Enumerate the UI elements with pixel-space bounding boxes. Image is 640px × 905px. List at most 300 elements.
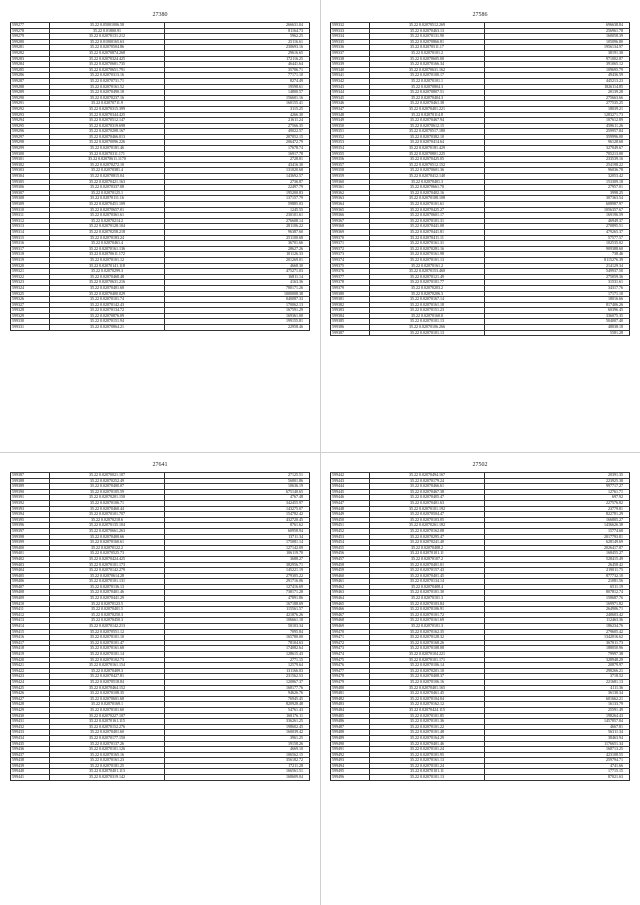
row-id: 599308 [11,196,50,202]
row-amount: 17171.10 [485,291,630,297]
row-code: 35.22 0.02070512.152 [370,162,485,168]
row-amount: 432720.45 [165,517,310,523]
row-id: 599387 [331,330,370,336]
row-amount: 705213.00 [485,151,630,157]
row-amount: 167188.69 [165,601,310,607]
row-id: 599358 [331,168,370,174]
row-code: 35.22 0.02070601.36 [370,168,485,174]
row-id: 599384 [331,313,370,319]
row-id: 599323 [11,280,50,286]
row-id: 599343 [331,84,370,90]
row-code: 35.22 0.02070101.74 [50,297,165,303]
row-id: 599480 [331,685,370,691]
row-id: 599387 [11,473,50,479]
row-amount: 1342016.62 [485,635,630,641]
row-id: 599301 [11,157,50,163]
row-code: 35.22 0.02070400.029 [50,291,165,297]
row-id: 599354 [331,146,370,152]
row-amount: 25116.61 [165,39,310,45]
row-amount: 198264.43 [485,713,630,719]
row-amount: 26458.42 [485,562,630,568]
row-id: 599317 [11,246,50,252]
row-amount: 17211.28 [165,763,310,769]
row-amount: 169196.59 [485,213,630,219]
row-code: 35.22 0.02070123.5 [50,601,165,607]
row-id: 599285 [11,67,50,73]
row-id: 599316 [11,241,50,247]
row-amount: 168176.11 [165,713,310,719]
row-amount: 19598.61 [165,84,310,90]
row-id: 599381 [331,297,370,303]
row-code: 35.22 0.02070137.26 [50,741,165,747]
row-amount: 528415.49 [485,556,630,562]
row-id: 599393 [11,506,50,512]
row-code: 35.22 0.02070311.171 [50,151,165,157]
row-id: 599357 [331,162,370,168]
row-code: 35.22 0.02070408.4 [370,584,485,590]
row-code: 35.22 0.02070101.30 [370,590,485,596]
row-amount: 35706.71 [165,67,310,73]
row-id: 599479 [331,679,370,685]
row-amount: 7095.84 [165,629,310,635]
row-code: 35.22 0.02070490.18 [50,90,165,96]
row-amount: 17678.74 [165,146,310,152]
row-amount: 279305.22 [165,573,310,579]
row-amount: 16133.79 [485,702,630,708]
row-amount: 38191.30 [485,50,630,56]
row-code: 35.22 0.02070324.425 [50,56,165,62]
row-id: 599419 [11,652,50,658]
row-id: 599373 [331,252,370,258]
row-amount: 206472.79 [165,140,310,146]
row-code: 35.22 0.02070101.85 [370,713,485,719]
row-amount: 15774.68 [485,528,630,534]
row-code: 35.22 0.02070121.49 [370,274,485,280]
row-code: 35.22 0.02070401.165 [370,685,485,691]
row-id: 599418 [11,646,50,652]
row-code: 35.22 0.02070511.17 [370,45,485,51]
row-code: 35.22 0.02070272.10 [50,162,165,168]
row-amount: 158687.76 [485,596,630,602]
row-code: 35.22 0.02070152.276 [50,724,165,730]
row-id: 599455 [331,545,370,551]
row-code: 35.22 0.02070421.163 [50,179,165,185]
row-id: 599370 [331,235,370,241]
row-code: 35.22 0.02070169.1 [50,702,165,708]
row-code: 35.22 0.02070441.81 [370,229,485,235]
row-id: 599416 [11,635,50,641]
row-code: 35.22 0.02070153.460 [370,269,485,275]
row-amount: 47891.86 [165,596,310,602]
row-code: 35.22 0.02070361.61 [50,213,165,219]
row-id: 599369 [331,229,370,235]
row-amount: 3115.25 [165,106,310,112]
row-amount: 17715.15 [485,769,630,775]
row-id: 599396 [11,523,50,529]
row-code: 35.22 0.01000165.63 [50,39,165,45]
row-amount: 259794.71 [485,758,630,764]
row-id: 599459 [331,568,370,574]
row-id: 599280 [11,39,50,45]
row-code: 35.22 0.02070408.37 [370,674,485,680]
row-code: 35.22 0.02070101.13 [370,775,485,781]
row-id: 599398 [11,534,50,540]
row-amount: 172116.25 [165,56,310,62]
row-amount: 342455.97 [165,500,310,506]
row-code: 35.22 0.02070401.63 [370,500,485,506]
row-amount: 169971.82 [485,601,630,607]
row-code: 35.22 0.02070102.73 [50,657,165,663]
row-amount: 608987.97 [485,202,630,208]
row-amount: 423108.55 [485,752,630,758]
row-id: 599477 [331,668,370,674]
row-code: 35.22 0.01800.91 [50,28,165,34]
row-id: 599364 [331,202,370,208]
row-amount: 275059.36 [485,274,630,280]
row-id: 599470 [331,629,370,635]
row-id: 599332 [331,23,370,29]
row-code: 35.22 0.02070101.3 [370,596,485,602]
row-code: 35.22 0.02070414.64 [370,140,485,146]
row-code: 35.22 0.02070101.13 [370,319,485,325]
row-id: 599365 [331,207,370,213]
row-amount: 820928.48 [165,702,310,708]
row-amount: 154782.42 [165,512,310,518]
row-id: 599360 [331,179,370,185]
row-amount: 46949.37 [485,218,630,224]
row-code: 35.22 0.02070466.61 [370,484,485,490]
row-amount: 170062.13 [165,302,310,308]
row-id: 599307 [11,190,50,196]
row-id: 599420 [11,657,50,663]
row-amount: 38463.94 [485,735,630,741]
row-id: 599478 [331,674,370,680]
row-amount: 199155.81 [165,319,310,325]
row-amount: 23779.81 [485,506,630,512]
row-code: 35.22 0.02070401.3 [370,179,485,185]
row-amount: 96387.60 [165,229,310,235]
row-code: 35.22 0.02070125.1 [50,190,165,196]
row-amount: 298266.21 [485,668,630,674]
row-amount: 115561.57 [165,607,310,613]
row-amount: 160039.42 [165,730,310,736]
row-amount: 16811.14 [165,274,310,280]
row-id: 599490 [331,741,370,747]
row-amount: 8274.49 [165,78,310,84]
row-code: 35.22 0.02070104.04 [370,696,485,702]
row-id: 599399 [11,540,50,546]
row-id: 599433 [11,730,50,736]
row-id: 599447 [331,500,370,506]
ledger-table [330,472,630,781]
row-amount: 20879.97 [485,663,630,669]
row-amount: 60958.94 [165,528,310,534]
row-code: 35.22 0.02070101.13 [370,330,485,336]
row-amount: 5962.25 [165,34,310,40]
row-amount: 291716.06 [165,579,310,585]
row-code: 35.22 0.02070404.3 [370,95,485,101]
row-code: 35.22 0.02070411.11 [370,235,485,241]
row-id: 599380 [331,291,370,297]
row-amount: 549937.50 [485,269,630,275]
row-id: 599438 [11,758,50,764]
row-amount: 279605.42 [485,629,630,635]
row-code: 35.22 0.02070401.01 [370,562,485,568]
row-id: 599405 [11,573,50,579]
row-id: 599286 [11,73,50,79]
row-code: 35.22 0.02070161.13 [370,758,485,764]
row-amount: 281106.22 [165,224,310,230]
row-id: 599437 [11,752,50,758]
row-code: 35.22 0.02070424.115 [370,707,485,713]
row-id: 599493 [331,758,370,764]
row-amount: 382956.71 [165,562,310,568]
row-id: 599451 [331,523,370,529]
row-id: 599375 [331,263,370,269]
row-id: 599452 [331,528,370,534]
row-amount: 21081.56 [485,579,630,585]
row-id: 599329 [11,313,50,319]
row-id: 599468 [331,618,370,624]
row-amount: 259957.84 [485,129,630,135]
row-code: 35.22 0.02070101.11 [370,769,485,775]
row-amount: 971002.87 [485,56,630,62]
row-id: 599394 [11,512,50,518]
row-code: 35.22 0.02070122.2 [50,545,165,551]
row-amount: 120867.37 [165,679,310,685]
row-code: 35.22 0.02070657.01 [50,207,165,213]
row-amount: 738171.28 [165,590,310,596]
row-amount: 14800.57 [165,90,310,96]
row-id: 599297 [11,134,50,140]
row-code: 35.22 0.02070101.1 [370,78,485,84]
row-amount: 43416.30 [165,162,310,168]
row-amount: 6511.19 [485,584,630,590]
row-amount: 186234.76 [485,624,630,630]
row-id: 599460 [331,573,370,579]
row-amount: 195200.83 [165,190,310,196]
row-id: 599287 [11,78,50,84]
row-id: 599292 [11,106,50,112]
table-row [11,775,310,781]
row-id: 599374 [331,257,370,263]
row-amount: 1956134.97 [485,45,630,51]
row-code: 35.22 0.02070425.27 [370,207,485,213]
row-amount: 160155.41 [165,101,310,107]
row-code: 35.22 0.02070874.268 [50,50,165,56]
row-id: 599385 [331,319,370,325]
row-code: 35.22 0.02070461.45 [370,691,485,697]
row-id: 599482 [331,696,370,702]
row-code: 35.22 0.02070128.104 [50,224,165,230]
row-code: 35.22 0.02070451.109 [50,202,165,208]
row-code: 35.22 0.02070136.13 [50,584,165,590]
row-id: 599295 [11,123,50,129]
row-id: 599403 [11,562,50,568]
row-code: 35.22 0.02070135.104 [50,523,165,529]
row-amount: 46441.64 [165,62,310,68]
row-code: 35.22 0.02070250.3 [50,612,165,618]
table-row [331,775,630,781]
row-code: 35.22 0.02070400.07 [50,484,165,490]
row-code: 35.22 0.02070161.69 [370,618,485,624]
row-id: 599422 [11,668,50,674]
row-amount: 106562.15 [165,752,310,758]
row-id: 599338 [331,56,370,62]
row-code: 35.22 0.02070161.68 [50,646,165,652]
row-amount: 2026417.87 [485,545,630,551]
row-id: 599350 [331,123,370,129]
row-id: 599445 [331,489,370,495]
row-amount: 156601.16 [165,95,310,101]
row-amount: 336075.35 [485,313,630,319]
row-id: 599305 [11,179,50,185]
ledger-panel [330,458,630,898]
row-amount: 96128.68 [485,140,630,146]
row-amount: 264906.71 [485,607,630,613]
row-amount: 143275.07 [165,506,310,512]
row-id: 599315 [11,235,50,241]
row-id: 599290 [11,95,50,101]
row-id: 599291 [11,101,50,107]
row-amount: 1176651.34 [485,741,630,747]
row-code: 35.22 0.02070401.46 [50,590,165,596]
row-code: 35.22 0.02070101.12 [50,257,165,263]
row-code: 35.22 0.02070108.35 [50,691,165,697]
row-code: 35.22 0.02070101.72 [370,612,485,618]
row-id: 599475 [331,657,370,663]
row-id: 599342 [331,78,370,84]
row-amount: 16917.78 [165,151,310,157]
row-code: 35.22 0.02070101.95 [370,752,485,758]
table-row [11,325,310,331]
row-code: 35.22 0.02070504.47 [370,512,485,518]
row-amount: 128615.43 [165,652,310,658]
row-amount: 105096.80 [485,39,630,45]
row-code: 35.22 0.02070866.81 [370,39,485,45]
row-id: 599299 [11,146,50,152]
row-amount: 201269.01 [165,257,310,263]
row-id: 599434 [11,735,50,741]
row-id: 599327 [11,302,50,308]
row-id: 599488 [331,730,370,736]
row-id: 599289 [11,90,50,96]
row-code: 35.22 0.02070206.3 [370,291,485,297]
row-amount: 18039.21 [485,106,630,112]
table-row [331,330,630,336]
horizontal-divider [0,452,640,453]
row-code: 35.22 0.02070161.115 [50,719,165,725]
row-id: 599473 [331,646,370,652]
row-code: 35.22 0.02070344.425 [50,112,165,118]
row-code: 35.22 0.02070401.60 [50,730,165,736]
row-amount: 145221.19 [165,568,310,574]
row-id: 599359 [331,174,370,180]
row-code: 35.22 0.02070203.2 [370,285,485,291]
row-amount: 4669.10 [165,747,310,753]
row-amount: 697.92 [485,495,630,501]
row-amount: 2771.15 [165,657,310,663]
row-code: 35.22 0.02070464.152 [50,685,165,691]
row-amount: 57577.57 [485,235,630,241]
row-code: 35.22 0.02070408.2 [370,545,485,551]
row-id: 599450 [331,517,370,523]
row-id: 599304 [11,174,50,180]
row-id: 599454 [331,540,370,546]
row-code: 35.22 0.02070101.48 [370,730,485,736]
row-amount: 230101.61 [165,213,310,219]
row-amount: 13711.34 [165,534,310,540]
row-code: 35.22 0.02070208.167 [50,129,165,135]
panel-title: 27586 [472,12,488,18]
row-id: 599417 [11,640,50,646]
row-code: 35.22 0.02070214.2 [50,218,165,224]
row-amount: 59885.03 [165,202,310,208]
row-amount: 12761.71 [485,489,630,495]
row-amount: 76945.45 [165,696,310,702]
row-code: 35.22 0.02070450.3 [50,618,165,624]
row-amount: 479265.37 [485,229,630,235]
row-amount: 214129.34 [485,263,630,269]
row-amount: 1283271.73 [485,112,630,118]
row-code: 35.22 0.02070401.221 [370,106,485,112]
row-amount: 94626.76 [165,691,310,697]
row-amount: 87021.63 [485,775,630,781]
row-code: 35.22 0.02070157.43 [370,568,485,574]
row-amount: 188050.96 [485,646,630,652]
row-code: 35.22 0.02070401.45 [370,573,485,579]
row-id: 599321 [11,269,50,275]
row-code: 35.22 0.02070108.08 [370,646,485,652]
row-code: 35.22 0.02070661.70 [370,185,485,191]
row-id: 599330 [11,319,50,325]
row-code: 35.22 0.02070101.2 [370,50,485,56]
row-amount: 54761.43 [165,707,310,713]
row-amount: 696638.84 [485,23,630,29]
row-id: 599388 [11,478,50,484]
row-id: 599491 [331,747,370,753]
row-amount: 221681.13 [485,679,630,685]
row-id: 599431 [11,719,50,725]
row-code: 35.22 0.02070101.14 [50,652,165,658]
row-code: 35.22 0.02070166.34 [370,62,485,68]
row-id: 599318 [11,252,50,258]
row-id: 599355 [331,151,370,157]
row-code: 35.22 0.02070021.107 [50,473,165,479]
row-code: 35.22 0.02070864.21 [50,325,165,331]
row-code: 35.22 0.02070162.35 [370,629,485,635]
row-amount: 21611.24 [165,118,310,124]
row-id: 599412 [11,612,50,618]
row-id: 599288 [11,84,50,90]
row-id: 599469 [331,624,370,630]
row-code: 35.22 0.02070161.18 [370,302,485,308]
row-id: 599402 [11,556,50,562]
row-amount: 112463.36 [485,618,630,624]
row-amount: 25591.49 [485,707,630,713]
row-code: 35.22 0.02070134.72 [50,308,165,314]
row-code: 35.22 0.02070106.16 [370,679,485,685]
row-id: 599313 [11,224,50,230]
row-id: 599294 [11,118,50,124]
row-amount: 166805.27 [485,517,630,523]
row-amount: 3998.25 [485,190,630,196]
row-id: 599415 [11,629,50,635]
row-id: 599310 [11,207,50,213]
row-code: 35.22 0.02070441.08 [370,224,485,230]
row-id: 599383 [331,308,370,314]
row-code: 35.22 0.02070258.218 [50,229,165,235]
